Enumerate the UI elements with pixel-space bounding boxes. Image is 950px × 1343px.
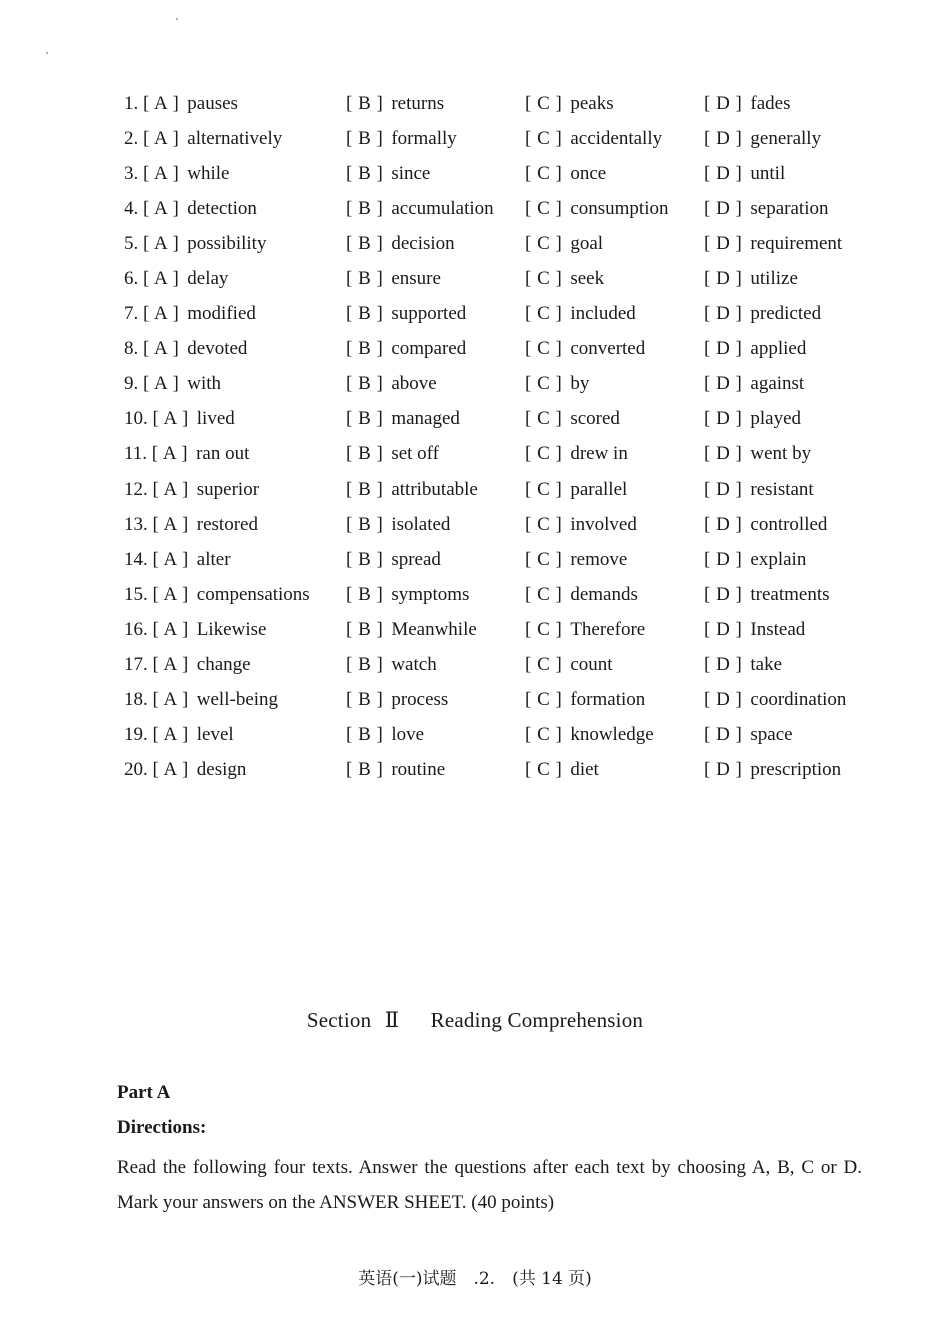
option-word: Therefore [570, 618, 646, 640]
option-word: accidentally [570, 127, 663, 149]
option-word: demands [570, 583, 638, 605]
question-number: 7. [124, 303, 139, 325]
option-d-cell [704, 612, 864, 647]
option-word: included [570, 303, 636, 325]
option-a-cell [124, 577, 346, 612]
option-a-cell [124, 367, 346, 402]
question-row [124, 367, 864, 402]
option-word: fades [750, 92, 791, 114]
option-letter: [ C ] [525, 478, 563, 500]
section-label: Section [306, 1008, 372, 1032]
option-word: separation [750, 197, 829, 219]
option-word: formally [391, 127, 457, 149]
option-word: possibility [187, 232, 267, 254]
option-word: goal [570, 232, 604, 254]
option-a-cell [124, 156, 346, 191]
option-d-cell [704, 472, 864, 507]
option-letter: [ C ] [525, 197, 563, 219]
option-word: compensations [196, 583, 310, 605]
option-letter: [ D ] [704, 759, 743, 781]
option-letter: [ D ] [704, 162, 743, 184]
option-word: predicted [750, 303, 822, 325]
question-number: 13. [124, 513, 148, 535]
question-number: 8. [124, 338, 139, 360]
option-word: change [196, 654, 251, 676]
option-letter: [ C ] [525, 443, 563, 465]
option-d-cell [704, 121, 864, 156]
option-letter: [ D ] [704, 408, 743, 430]
option-word: consumption [570, 197, 669, 219]
option-word: diet [570, 759, 599, 781]
option-word: involved [570, 513, 637, 535]
option-a-cell [124, 507, 346, 542]
option-word: spread [391, 548, 441, 570]
option-word: space [750, 724, 793, 746]
option-word: treatments [750, 583, 830, 605]
option-letter: [ A ] [152, 689, 189, 711]
option-word: played [750, 408, 802, 430]
option-letter: [ B ] [346, 232, 384, 254]
option-letter: [ A ] [143, 92, 180, 114]
option-a-cell [124, 402, 346, 437]
option-word: Meanwhile [391, 618, 477, 640]
option-d-cell [704, 718, 864, 753]
option-letter: [ A ] [151, 443, 189, 465]
option-b-cell [346, 367, 525, 402]
option-letter: [ A ] [152, 724, 189, 746]
option-word: returns [391, 92, 445, 114]
option-b-cell [346, 156, 525, 191]
option-letter: [ D ] [704, 268, 743, 290]
option-word: explain [750, 548, 807, 570]
option-letter: [ D ] [704, 689, 743, 711]
option-b-cell [346, 753, 525, 788]
option-b-cell [346, 297, 525, 332]
option-a-cell [124, 472, 346, 507]
option-c-cell [525, 402, 704, 437]
option-letter: [ B ] [346, 513, 384, 535]
option-word: design [196, 759, 247, 781]
option-letter: [ B ] [346, 92, 384, 114]
option-b-cell [346, 402, 525, 437]
option-a-cell [124, 753, 346, 788]
option-letter: [ C ] [525, 338, 563, 360]
question-number: 20. [124, 759, 148, 781]
question-row [124, 437, 864, 472]
option-letter: [ C ] [525, 127, 563, 149]
section-title: Reading Comprehension [430, 1008, 644, 1032]
option-letter: [ B ] [346, 197, 384, 219]
option-letter: [ B ] [346, 373, 384, 395]
option-word: knowledge [570, 724, 654, 746]
question-row [124, 191, 864, 226]
option-letter: [ C ] [525, 303, 563, 325]
option-letter: [ C ] [525, 232, 563, 254]
option-b-cell [346, 542, 525, 577]
question-row [124, 472, 864, 507]
question-row [124, 542, 864, 577]
option-word: prescription [750, 759, 842, 781]
option-a-cell [124, 226, 346, 261]
option-letter: [ C ] [525, 548, 563, 570]
option-word: routine [391, 759, 446, 781]
option-word: watch [391, 654, 437, 676]
option-word: requirement [750, 232, 843, 254]
question-number: 5. [124, 232, 139, 254]
option-letter: [ A ] [143, 303, 180, 325]
option-letter: [ C ] [525, 513, 563, 535]
option-letter: [ B ] [346, 268, 384, 290]
page-footer: 英语(一)试题 .2. (共 14 页) [358, 1269, 592, 1289]
option-word: count [570, 654, 613, 676]
option-letter: [ B ] [346, 548, 384, 570]
option-letter: [ A ] [152, 478, 189, 500]
option-word: lived [196, 408, 235, 430]
option-a-cell [124, 718, 346, 753]
option-word: ran out [196, 443, 250, 465]
option-d-cell [704, 332, 864, 367]
option-b-cell [346, 683, 525, 718]
option-word: symptoms [391, 583, 470, 605]
option-c-cell [525, 121, 704, 156]
option-letter: [ B ] [346, 303, 384, 325]
option-d-cell [704, 753, 864, 788]
option-letter: [ A ] [143, 197, 180, 219]
option-word: delay [187, 268, 229, 290]
option-d-cell [704, 297, 864, 332]
option-b-cell [346, 437, 525, 472]
option-word: decision [391, 232, 455, 254]
option-d-cell [704, 577, 864, 612]
question-row [124, 332, 864, 367]
option-word: compared [391, 338, 467, 360]
option-letter: [ B ] [346, 408, 384, 430]
option-word: parallel [570, 478, 628, 500]
option-c-cell [525, 718, 704, 753]
question-number: 15. [124, 583, 148, 605]
option-letter: [ C ] [525, 92, 563, 114]
option-word: once [570, 162, 607, 184]
option-word: devoted [187, 338, 248, 360]
option-letter: [ D ] [704, 92, 743, 114]
option-a-cell [124, 261, 346, 296]
option-word: modified [187, 303, 256, 325]
question-row [124, 612, 864, 647]
question-number: 11. [124, 443, 148, 465]
option-a-cell [124, 86, 346, 121]
option-c-cell [525, 753, 704, 788]
option-letter: [ C ] [525, 689, 563, 711]
option-word: superior [196, 478, 260, 500]
option-letter: [ A ] [143, 162, 180, 184]
option-word: supported [391, 303, 467, 325]
option-a-cell [124, 437, 346, 472]
option-letter: [ D ] [704, 373, 743, 395]
option-d-cell [704, 261, 864, 296]
option-letter: [ A ] [143, 232, 180, 254]
option-word: alternatively [187, 127, 283, 149]
option-c-cell [525, 437, 704, 472]
option-word: went by [750, 443, 812, 465]
option-b-cell [346, 472, 525, 507]
option-c-cell [525, 472, 704, 507]
question-row [124, 156, 864, 191]
option-letter: [ D ] [704, 513, 743, 535]
option-a-cell [124, 683, 346, 718]
option-word: level [196, 724, 234, 746]
option-a-cell [124, 648, 346, 683]
option-letter: [ D ] [704, 478, 743, 500]
question-number: 16. [124, 618, 148, 640]
option-word: while [187, 162, 230, 184]
option-letter: [ C ] [525, 162, 563, 184]
option-letter: [ C ] [525, 408, 563, 430]
option-word: love [391, 724, 425, 746]
section-numeral: Ⅱ [384, 1008, 400, 1032]
option-c-cell [525, 367, 704, 402]
option-word: seek [570, 268, 605, 290]
directions-title: Directions: [117, 1117, 207, 1138]
option-word: process [391, 689, 449, 711]
option-word: take [750, 654, 783, 676]
option-word: detection [187, 197, 257, 219]
question-number: 10. [124, 408, 148, 430]
option-letter: [ B ] [346, 724, 384, 746]
option-letter: [ A ] [143, 127, 180, 149]
option-word: applied [750, 338, 807, 360]
option-letter: [ A ] [152, 548, 189, 570]
option-letter: [ B ] [346, 443, 384, 465]
question-number: 2. [124, 127, 139, 149]
option-letter: [ A ] [152, 759, 189, 781]
option-letter: [ A ] [143, 268, 180, 290]
option-letter: [ B ] [346, 618, 384, 640]
option-letter: [ C ] [525, 618, 563, 640]
option-letter: [ A ] [152, 583, 189, 605]
option-word: controlled [750, 513, 828, 535]
option-letter: [ B ] [346, 478, 384, 500]
question-number: 18. [124, 689, 148, 711]
option-a-cell [124, 332, 346, 367]
option-d-cell [704, 367, 864, 402]
option-word: ensure [391, 268, 441, 290]
question-number: 3. [124, 162, 139, 184]
question-number: 1. [124, 92, 139, 114]
option-letter: [ B ] [346, 338, 384, 360]
option-word: until [750, 162, 786, 184]
option-c-cell [525, 507, 704, 542]
option-word: against [750, 373, 805, 395]
option-c-cell [525, 577, 704, 612]
option-word: by [570, 373, 590, 395]
question-row [124, 718, 864, 753]
option-d-cell [704, 226, 864, 261]
question-row [124, 86, 864, 121]
question-number: 19. [124, 724, 148, 746]
option-c-cell [525, 261, 704, 296]
option-b-cell [346, 718, 525, 753]
option-c-cell [525, 542, 704, 577]
option-c-cell [525, 86, 704, 121]
option-c-cell [525, 612, 704, 647]
question-row [124, 261, 864, 296]
option-letter: [ D ] [704, 232, 743, 254]
option-letter: [ A ] [152, 513, 189, 535]
option-b-cell [346, 121, 525, 156]
option-word: attributable [391, 478, 478, 500]
question-number: 14. [124, 548, 148, 570]
option-letter: [ B ] [346, 689, 384, 711]
option-letter: [ A ] [152, 618, 189, 640]
option-letter: [ D ] [704, 303, 743, 325]
option-b-cell [346, 86, 525, 121]
option-b-cell [346, 261, 525, 296]
option-letter: [ D ] [704, 548, 743, 570]
option-a-cell [124, 612, 346, 647]
question-row [124, 297, 864, 332]
option-letter: [ D ] [704, 127, 743, 149]
option-letter: [ B ] [346, 583, 384, 605]
option-letter: [ D ] [704, 338, 743, 360]
scan-speck [176, 18, 178, 20]
option-word: converted [570, 338, 646, 360]
scan-speck [46, 52, 48, 54]
question-row [124, 648, 864, 683]
option-d-cell [704, 648, 864, 683]
option-c-cell [525, 191, 704, 226]
option-word: resistant [750, 478, 814, 500]
option-letter: [ D ] [704, 618, 743, 640]
question-number: 9. [124, 373, 139, 395]
option-b-cell [346, 648, 525, 683]
question-number: 12. [124, 478, 148, 500]
option-letter: [ D ] [704, 197, 743, 219]
option-word: Likewise [196, 618, 267, 640]
option-b-cell [346, 191, 525, 226]
question-row [124, 402, 864, 437]
option-d-cell [704, 437, 864, 472]
options-body [124, 86, 864, 788]
directions-text: Read the following four texts. Answer the questions after each text by choosing A, B, C or D. Mark your answers on the ANSWER SHEET. (40 points) [117, 1157, 862, 1213]
option-a-cell [124, 297, 346, 332]
question-number: 6. [124, 268, 139, 290]
question-number: 17. [124, 654, 148, 676]
option-d-cell [704, 402, 864, 437]
option-letter: [ D ] [704, 654, 743, 676]
question-row [124, 507, 864, 542]
option-b-cell [346, 577, 525, 612]
option-word: alter [196, 548, 231, 570]
option-word: restored [196, 513, 258, 535]
option-d-cell [704, 542, 864, 577]
option-word: drew in [570, 443, 628, 465]
option-c-cell [525, 297, 704, 332]
option-word: coordination [750, 689, 847, 711]
option-word: peaks [570, 92, 614, 114]
option-letter: [ C ] [525, 268, 563, 290]
option-letter: [ D ] [704, 443, 743, 465]
option-letter: [ D ] [704, 583, 743, 605]
option-letter: [ A ] [143, 338, 180, 360]
option-letter: [ C ] [525, 724, 563, 746]
option-letter: [ B ] [346, 162, 384, 184]
option-word: utilize [750, 268, 798, 290]
option-word: set off [391, 443, 439, 465]
section-heading [0, 1008, 950, 1033]
option-c-cell [525, 156, 704, 191]
option-letter: [ C ] [525, 654, 563, 676]
option-a-cell [124, 542, 346, 577]
option-letter: [ A ] [152, 408, 189, 430]
option-c-cell [525, 226, 704, 261]
option-letter: [ B ] [346, 127, 384, 149]
option-word: remove [570, 548, 628, 570]
question-row [124, 226, 864, 261]
option-b-cell [346, 612, 525, 647]
option-letter: [ D ] [704, 724, 743, 746]
question-row [124, 121, 864, 156]
part-title: Part A [117, 1082, 171, 1103]
option-word: well-being [196, 689, 279, 711]
option-word: accumulation [391, 197, 494, 219]
option-a-cell [124, 121, 346, 156]
option-word: isolated [391, 513, 451, 535]
cloze-options-table [124, 86, 864, 788]
option-word: scored [570, 408, 620, 430]
option-a-cell [124, 191, 346, 226]
option-word: Instead [750, 618, 806, 640]
option-word: since [391, 162, 431, 184]
option-word: pauses [187, 92, 238, 114]
option-b-cell [346, 226, 525, 261]
question-row [124, 683, 864, 718]
question-row [124, 577, 864, 612]
option-word: above [391, 373, 437, 395]
question-number: 4. [124, 197, 139, 219]
option-d-cell [704, 507, 864, 542]
question-row [124, 753, 864, 788]
option-word: formation [570, 689, 646, 711]
option-c-cell [525, 648, 704, 683]
option-d-cell [704, 86, 864, 121]
option-word: managed [391, 408, 460, 430]
option-letter: [ A ] [143, 373, 180, 395]
option-letter: [ B ] [346, 759, 384, 781]
option-d-cell [704, 156, 864, 191]
option-letter: [ C ] [525, 583, 563, 605]
option-d-cell [704, 191, 864, 226]
option-c-cell [525, 332, 704, 367]
option-d-cell [704, 683, 864, 718]
option-c-cell [525, 683, 704, 718]
option-b-cell [346, 332, 525, 367]
option-letter: [ C ] [525, 759, 563, 781]
option-letter: [ A ] [152, 654, 189, 676]
option-b-cell [346, 507, 525, 542]
option-word: generally [750, 127, 822, 149]
option-letter: [ C ] [525, 373, 563, 395]
option-letter: [ B ] [346, 654, 384, 676]
option-word: with [187, 373, 222, 395]
